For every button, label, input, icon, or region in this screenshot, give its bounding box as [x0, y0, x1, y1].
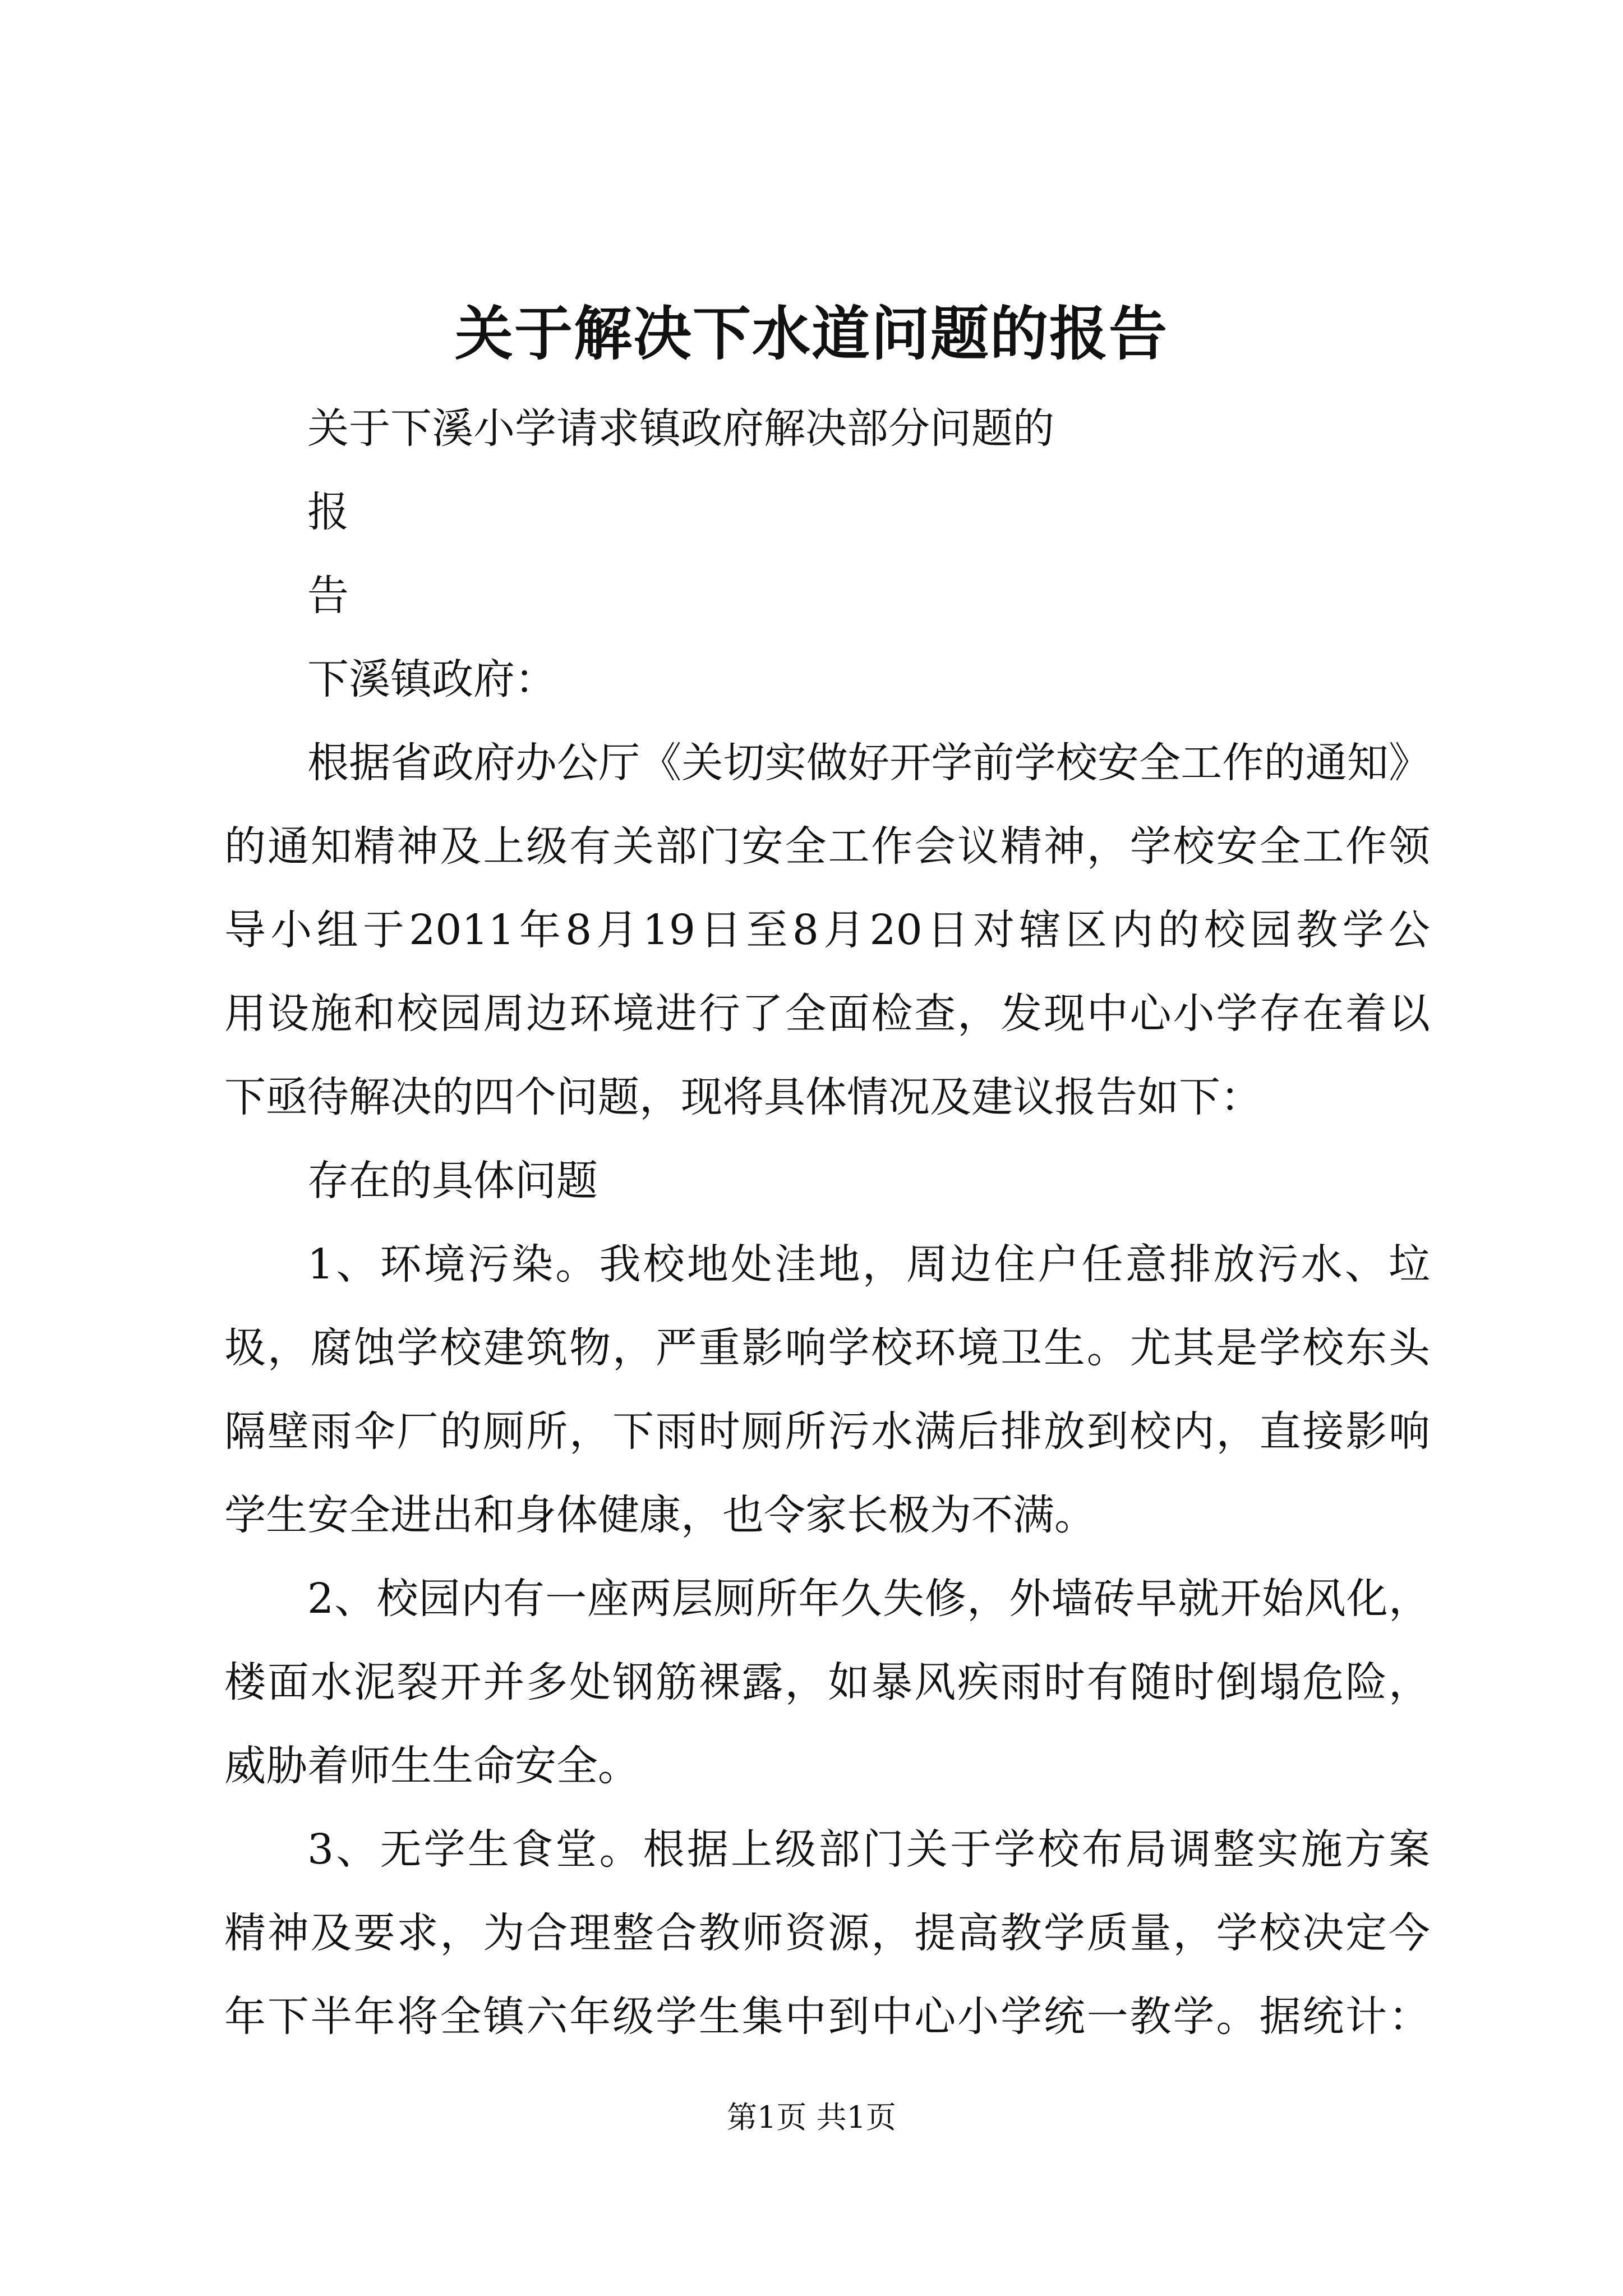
paragraph-line: 2、校园内有一座两层厕所年久失修，外墙砖早就开始风化， [307, 1575, 1430, 1623]
paragraph-line: 根据省政府办公厅《关切实做好开学前学校安全工作的通知》 [307, 739, 1430, 787]
page-number-footer: 第1页 共1页 [727, 2100, 896, 2135]
paragraph-line: 圾，腐蚀学校建筑物，严重影响学校环境卫生。尤其是学校东头 [224, 1324, 1430, 1372]
paragraph-line: 下亟待解决的四个问题，现将具体情况及建议报告如下： [224, 1073, 1262, 1121]
paragraph-line: 导小组于2011年8月19日至8月20日对辖区内的校园教学公 [224, 906, 1430, 954]
paragraph-line: 年下半年将全镇六年级学生集中到中心小学统一教学。据统计： [224, 1993, 1430, 2041]
paragraph-line: 1、环境污染。我校地处洼地，周边住户任意排放污水、垃 [307, 1240, 1430, 1289]
paragraph-line: 威胁着师生生命安全。 [224, 1742, 639, 1790]
document-body [224, 387, 1430, 2059]
subject-line: 告 [307, 572, 349, 620]
paragraph-line: 楼面水泥裂开并多处钢筋裸露，如暴风疾雨时有随时倒塌危险， [224, 1658, 1430, 1706]
subject-line: 关于下溪小学请求镇政府解决部分问题的 [307, 404, 1054, 453]
subject-line: 报 [307, 488, 349, 536]
document-title: 关于解决下水道问题的报告 [454, 299, 1168, 368]
paragraph-line: 隔壁雨伞厂的厕所，下雨时厕所污水满后排放到校内，直接影响 [224, 1407, 1430, 1456]
paragraph-line: 的通知精神及上级有关部门安全工作会议精神，学校安全工作领 [224, 822, 1430, 871]
section-heading: 存在的具体问题 [307, 1157, 598, 1205]
paragraph-line: 3、无学生食堂。根据上级部门关于学校布局调整实施方案 [307, 1825, 1430, 1874]
paragraph-line: 用设施和校园周边环境进行了全面检查，发现中心小学存在着以 [224, 990, 1430, 1038]
paragraph-line: 精神及要求，为合理整合教师资源，提高教学质量，学校决定今 [224, 1909, 1430, 1957]
addressee: 下溪镇政府： [307, 655, 556, 703]
paragraph-line: 学生安全进出和身体健康，也令家长极为不满。 [224, 1491, 1096, 1539]
